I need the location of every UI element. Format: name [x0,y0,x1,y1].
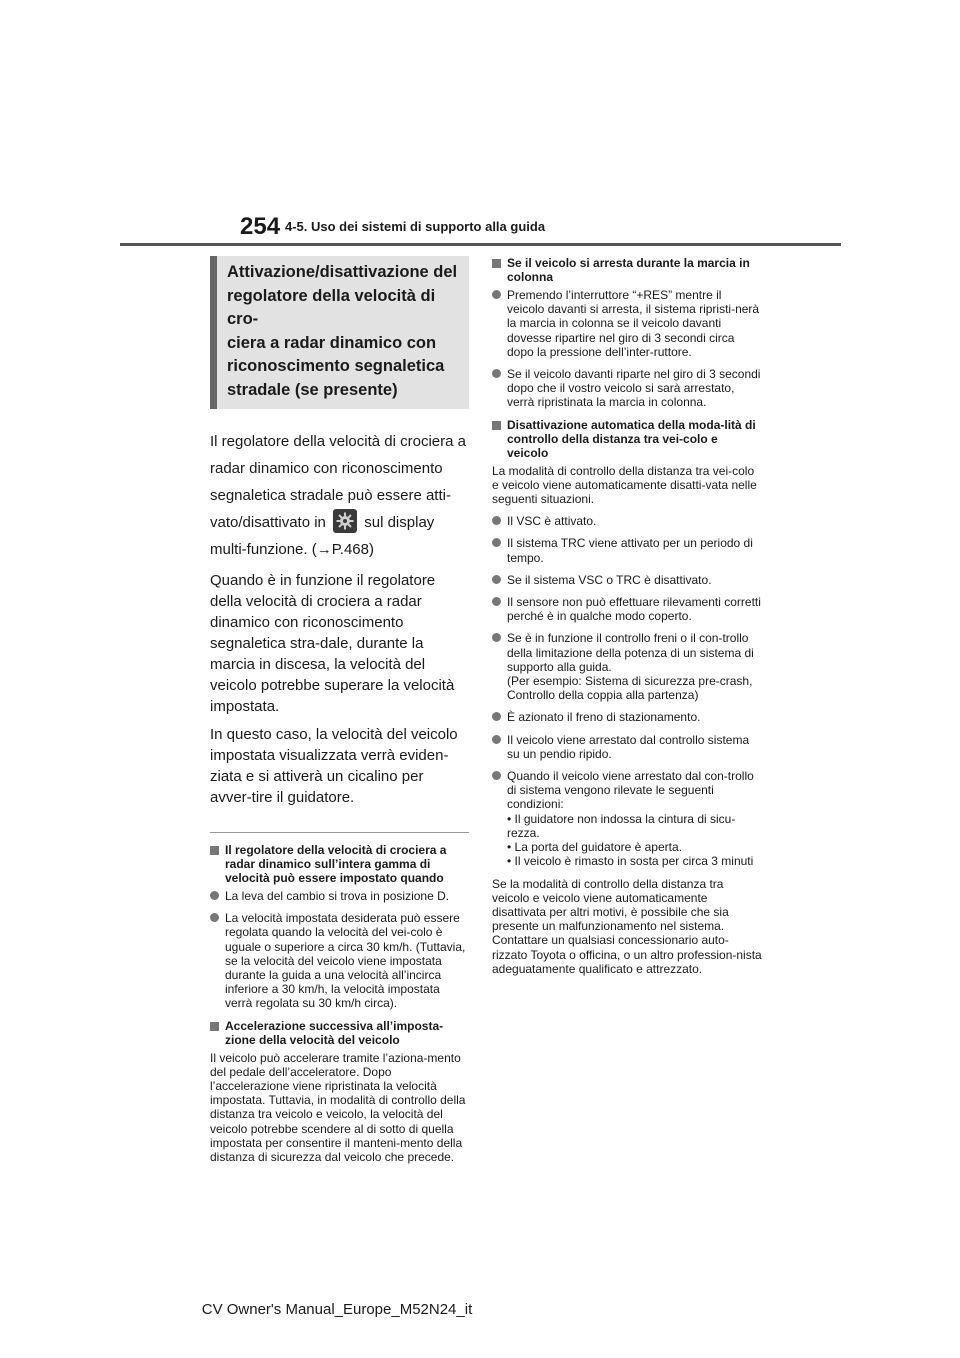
title-line: regolatore della velocità di cro- [227,286,436,328]
list-item-text: Premendo l’interruttore “+RES” mentre il veicolo davanti si arresta, il sistema ripristi-nerà la marcia in colonna se il veicolo davanti dovesse ripartire nel giro di 3 secondi circa dopo la pressione dell’inter-ruttore. [507,288,760,359]
round-bullet-icon [492,575,501,584]
round-bullet-icon [492,597,501,606]
round-bullet-icon [492,538,501,547]
square-bullet-icon [210,846,219,855]
subheading [210,843,469,885]
subheading-text: Se il veicolo si arresta durante la marcia in colonna [507,256,750,284]
round-bullet-icon [492,369,501,378]
list-item-text: Il VSC è attivato. [507,514,597,529]
list-item-text: La leva del cambio si trova in posizione D. [225,889,450,903]
body-text: La modalità di controllo della distanza tra vei-colo e veicolo viene automaticamente disatti-vata nelle seguenti situazioni. [492,463,757,507]
list-item [210,889,469,903]
section-title-box [210,256,469,409]
subheading-text: Disattivazione automatica della moda-lità di controllo della distanza tra vei-colo e veicolo [507,417,756,460]
list-item-text: Il sensore non può effettuare rilevamenti corretti perché è in qualche modo coperto. [507,595,761,624]
list-item-text: Il veicolo viene arrestato dal controllo sistema su un pendio ripido. [507,732,750,761]
list-item [492,514,762,528]
list-item [492,367,762,410]
list-item-text: La velocità impostata desiderata può essere regolata quando la velocità del vei-colo è uguale o superiore a circa 30 km/h. (Tuttavia, se la velocità del veicolo viene impostata durante la guida a una velocità all’incirca inferiore a 30 km/h, la velocità impostata verrà regolata su 30 km/h circa). [225,911,466,1011]
body-text: Il veicolo può accelerare tramite l’aziona-mento del pedale dell’acceleratore. Dopo l’accelerazione viene ripristinata la velocità impostata. Tuttavia, in modalità di controllo della distanza tra veicolo e veicolo, la velocità del veicolo potrebbe scendere al di sotto di quella impostata per consentire il manteni-mento della distanza di sicurezza dal veicolo che precede. [210,1050,466,1165]
title-line: stradale (se presente) [227,380,398,399]
square-bullet-icon [210,1022,219,1031]
downhill-paragraph: Quando è in funzione il regolatore della velocità di crociera a radar dinamico con riconoscimento segnaletica stra-dale, durante la marcia in discesa, la velocità del veicolo potrebbe superare la velocità impostata. [210,572,455,715]
subheading-text: Il regolatore della velocità di crociera a radar dinamico sull’intera gamma di velocità può essere impostato quando [225,843,447,885]
round-bullet-icon [492,516,501,525]
list-item [492,631,762,702]
list-item [492,288,762,359]
subheading [210,1019,469,1047]
list-item-text: È azionato il freno di stazionamento. [507,710,701,725]
square-bullet-icon [492,259,501,268]
divider [210,832,469,833]
right-column [492,256,762,984]
round-bullet-icon [492,735,501,744]
list-item [492,536,762,564]
round-bullet-icon [210,913,219,922]
page-number: 254 [240,213,281,240]
subheading [492,256,762,284]
round-bullet-icon [210,891,219,900]
subheading-text: Accelerazione successiva all’imposta-zione della velocità del veicolo [225,1018,444,1047]
header-rule [120,243,841,246]
list-item-text: Se il sistema VSC o TRC è disattivato. [507,572,712,587]
footer-text: CV Owner's Manual_Europe_M52N24_it [201,1301,473,1318]
intro-text-part1: Il regolatore della velocità di crociera a radar dinamico con riconoscimento segnaletica stradale può essere atti-vato/disattivato in [210,433,466,531]
round-bullet-icon [492,290,501,299]
round-bullet-icon [492,712,501,721]
list-item-text: Il sistema TRC viene attivato per un periodo di tempo. [507,536,753,565]
list-item [492,595,762,623]
list-item [492,710,762,724]
list-item-text: Se è in funzione il controllo freni o il con-trollo della limitazione della potenza di un sistema di supporto alla guida. (Per esempio: Sistema di sicurezza pre-crash, Controllo della coppia alla partenza) [507,631,754,703]
round-bullet-icon [492,633,501,642]
list-item [210,911,469,1010]
intro-paragraph [210,428,469,563]
subheading [492,418,762,460]
body-text: Se la modalità di controllo della distanza tra veicolo e veicolo viene automaticamente disattivata per altri motivi, è possibile che sia presente un malfunzionamento nel sistema. Contattare un qualsiasi concessionario auto-rizzato Toyota o officina, o un altro profession-nista adeguatamente qualificato e attrezzato. [492,876,762,976]
title-line: ciera a radar dinamico con [227,333,437,352]
list-item-text: Quando il veicolo viene arrestato dal con-trollo di sistema vengono rilevate le seguenti condizioni: • Il guidatore non indossa la cintura di sicu-rezza. • La porta del guidatore è aperta. • Il veicolo è rimasto in sosta per circa 3 minuti [507,769,754,869]
list-item [492,573,762,587]
title-line: Attivazione/disattivazione del [227,263,458,281]
footer [0,1301,960,1318]
list-item [492,769,762,868]
list-item [492,733,762,761]
list-item-text: Se il veicolo davanti riparte nel giro di 3 secondi dopo che il vostro veicolo si sarà arrestato, verrà ripristinata la marcia in colonna. [507,367,761,410]
section-header: 4-5. Uso dei sistemi di supporto alla guida [285,219,546,234]
title-line: riconoscimento segnaletica [227,357,445,375]
gear-icon [333,509,357,533]
square-bullet-icon [492,421,501,430]
warning-paragraph: In questo caso, la velocità del veicolo impostata visualizzata verrà eviden-ziata e si attiverà un cicalino per avver-tire il guidatore. [210,726,458,806]
left-column [210,256,469,1172]
intro-text-part2: sul display multi-funzione. (→P.468) [210,514,435,558]
round-bullet-icon [492,771,501,780]
